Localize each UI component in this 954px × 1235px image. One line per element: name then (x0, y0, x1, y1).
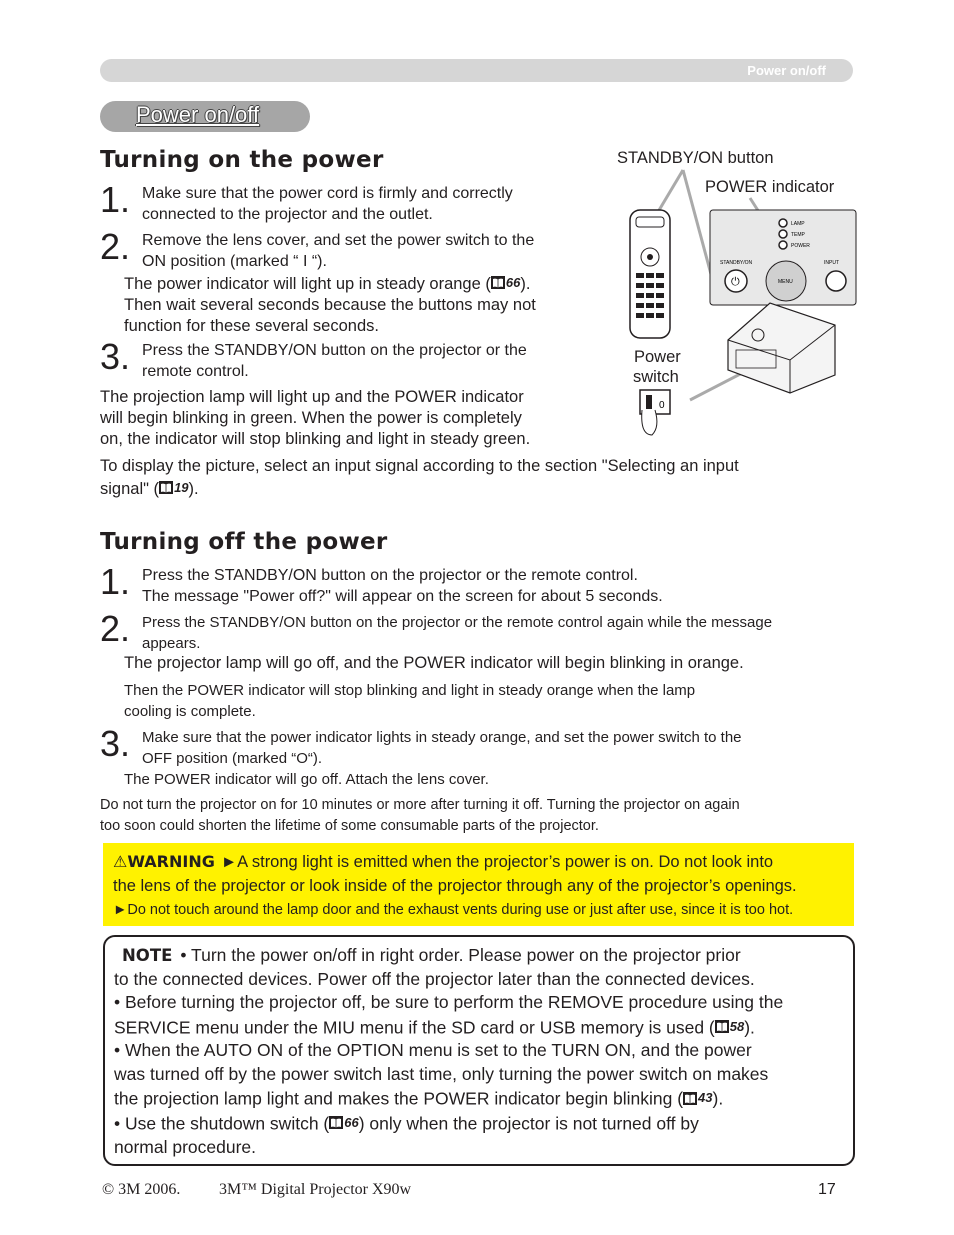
warning-box: ⚠WARNING ►A strong light is emitted when the projector’s power is on. Do not look into the lens of the projector or look inside of the projector through any of the projector’s openings. ►Do not touch around the lamp door and the exhaust vents during use or just after use, since it is too hot. (103, 843, 854, 926)
off-step-3-text: Make sure that the power indicator lights in steady orange, and set the power switch to the OFF position (marked “O“). (142, 729, 742, 767)
svg-text:STANDBY/ON: STANDBY/ON (720, 260, 753, 266)
power-switch (640, 390, 670, 435)
standby-button-label: STANDBY/ON button (617, 149, 774, 167)
section-title-pill (100, 101, 310, 132)
on-step-3-text: Press the STANDBY/ON button on the projector or the remote control. (142, 342, 527, 380)
power-switch-label-2: switch (633, 368, 679, 386)
page-ref-link[interactable]: 19 (159, 477, 188, 498)
power-switch-label-1: Power (634, 348, 681, 366)
off-step-2-detail-2: Then the POWER indicator will stop blinking and light in steady orange when the lamp cooling is complete. (124, 682, 696, 720)
off-step-2-detail-1: The projector lamp will go off, and the POWER indicator will begin blinking in orange. (124, 654, 744, 672)
svg-text:INPUT: INPUT (824, 260, 839, 266)
book-icon (683, 1092, 697, 1105)
page-number: 17 (818, 1181, 836, 1198)
on-step-2-text: Remove the lens cover, and set the power switch to the ON position (marked “ I “). (142, 232, 535, 270)
on-after-text: The projection lamp will light up and the POWER indicator will begin blinking in green. When the power is completely on, the indicator will stop blinking and light in steady green. (100, 388, 531, 448)
footer-copyright: © 3M 2006. (102, 1181, 181, 1198)
projector-figure (600, 165, 860, 440)
caution-text: Do not turn the projector on for 10 minutes or more after turning it off. Turning the projector on again too soon could shorten the lifetime of some consumable parts of the projector. (100, 797, 740, 834)
book-icon (715, 1020, 729, 1033)
svg-text:⏻: ⏻ (731, 275, 740, 288)
warning-label: ⚠WARNING (113, 852, 215, 871)
display-picture-text: To display the picture, select an input signal according to the section "Selecting an input signal" ( 19 ). (100, 457, 739, 498)
header-section-title: Power on/off (747, 63, 826, 78)
page-ref-link[interactable]: 66 (491, 272, 520, 293)
svg-text:0: 0 (659, 400, 665, 411)
note-label: NOTE (122, 946, 173, 965)
note-box: NOTE • Turn the power on/off in right order. Please power on the projector prior to the connected devices. Power off the projector later than the connected devices. • Before turning the projector off, be sure to perform the REMOVE procedure using the SERVICE menu under the MIU menu if the SD card or USB memory is used ( 58 ). • When the AUTO ON of the OPTION menu is set to the TURN ON, and the power was turned off by the power switch last time, only turning the power switch on makes the projection lamp light and makes the POWER indicator begin blinking ( 43 ). • Use the shutdown switch ( 66 ) only when the projector is not turned off by normal procedure. (103, 935, 855, 1166)
on-step-1-number: 1. (100, 179, 131, 220)
turning-off-heading: Turning off the power (100, 529, 388, 555)
svg-text:TEMP: TEMP (791, 232, 805, 238)
header-bar (100, 59, 853, 82)
footer-product: 3M™ Digital Projector X90w (219, 1181, 412, 1198)
control-panel (710, 210, 856, 305)
off-step-1-text: Press the STANDBY/ON button on the projector or the remote control. The message "Power off?" will appear on the screen for about 5 seconds. (142, 567, 663, 605)
book-icon (159, 481, 173, 494)
projector-body (728, 303, 835, 393)
callout-line (683, 170, 712, 278)
book-icon (329, 1116, 343, 1129)
off-step-2-text: Press the STANDBY/ON button on the projector or the remote control again while the message appears. (142, 614, 773, 652)
on-step-2-detail: The power indicator will light up in steady orange ( 66 ). Then wait several seconds because the buttons may not function for these several seconds. (124, 272, 536, 337)
off-step-2-number: 2. (100, 608, 131, 649)
svg-text:POWER: POWER (791, 243, 810, 249)
on-step-2-number: 2. (100, 226, 131, 267)
page-ref-link[interactable]: 43 (683, 1086, 712, 1110)
svg-text:MENU: MENU (778, 279, 793, 285)
remote-control (630, 210, 670, 338)
svg-text:LAMP: LAMP (791, 221, 805, 227)
page-ref-link[interactable]: 58 (715, 1015, 744, 1039)
off-step-3-number: 3. (100, 723, 131, 764)
page-ref-link[interactable]: 66 (329, 1111, 358, 1135)
off-step-1-number: 1. (100, 561, 131, 602)
warning-triangle-icon: ⚠ (113, 852, 128, 871)
on-step-3-number: 3. (100, 336, 131, 377)
turning-on-heading: Turning on the power (100, 147, 384, 173)
power-indicator-label: POWER indicator (705, 178, 835, 196)
off-step-3-detail: The POWER indicator will go off. Attach the lens cover. (124, 771, 489, 788)
book-icon (491, 276, 505, 289)
on-step-1-text: Make sure that the power cord is firmly and correctly connected to the projector and the outlet. (142, 185, 513, 223)
section-title: Power on/off (136, 102, 260, 127)
